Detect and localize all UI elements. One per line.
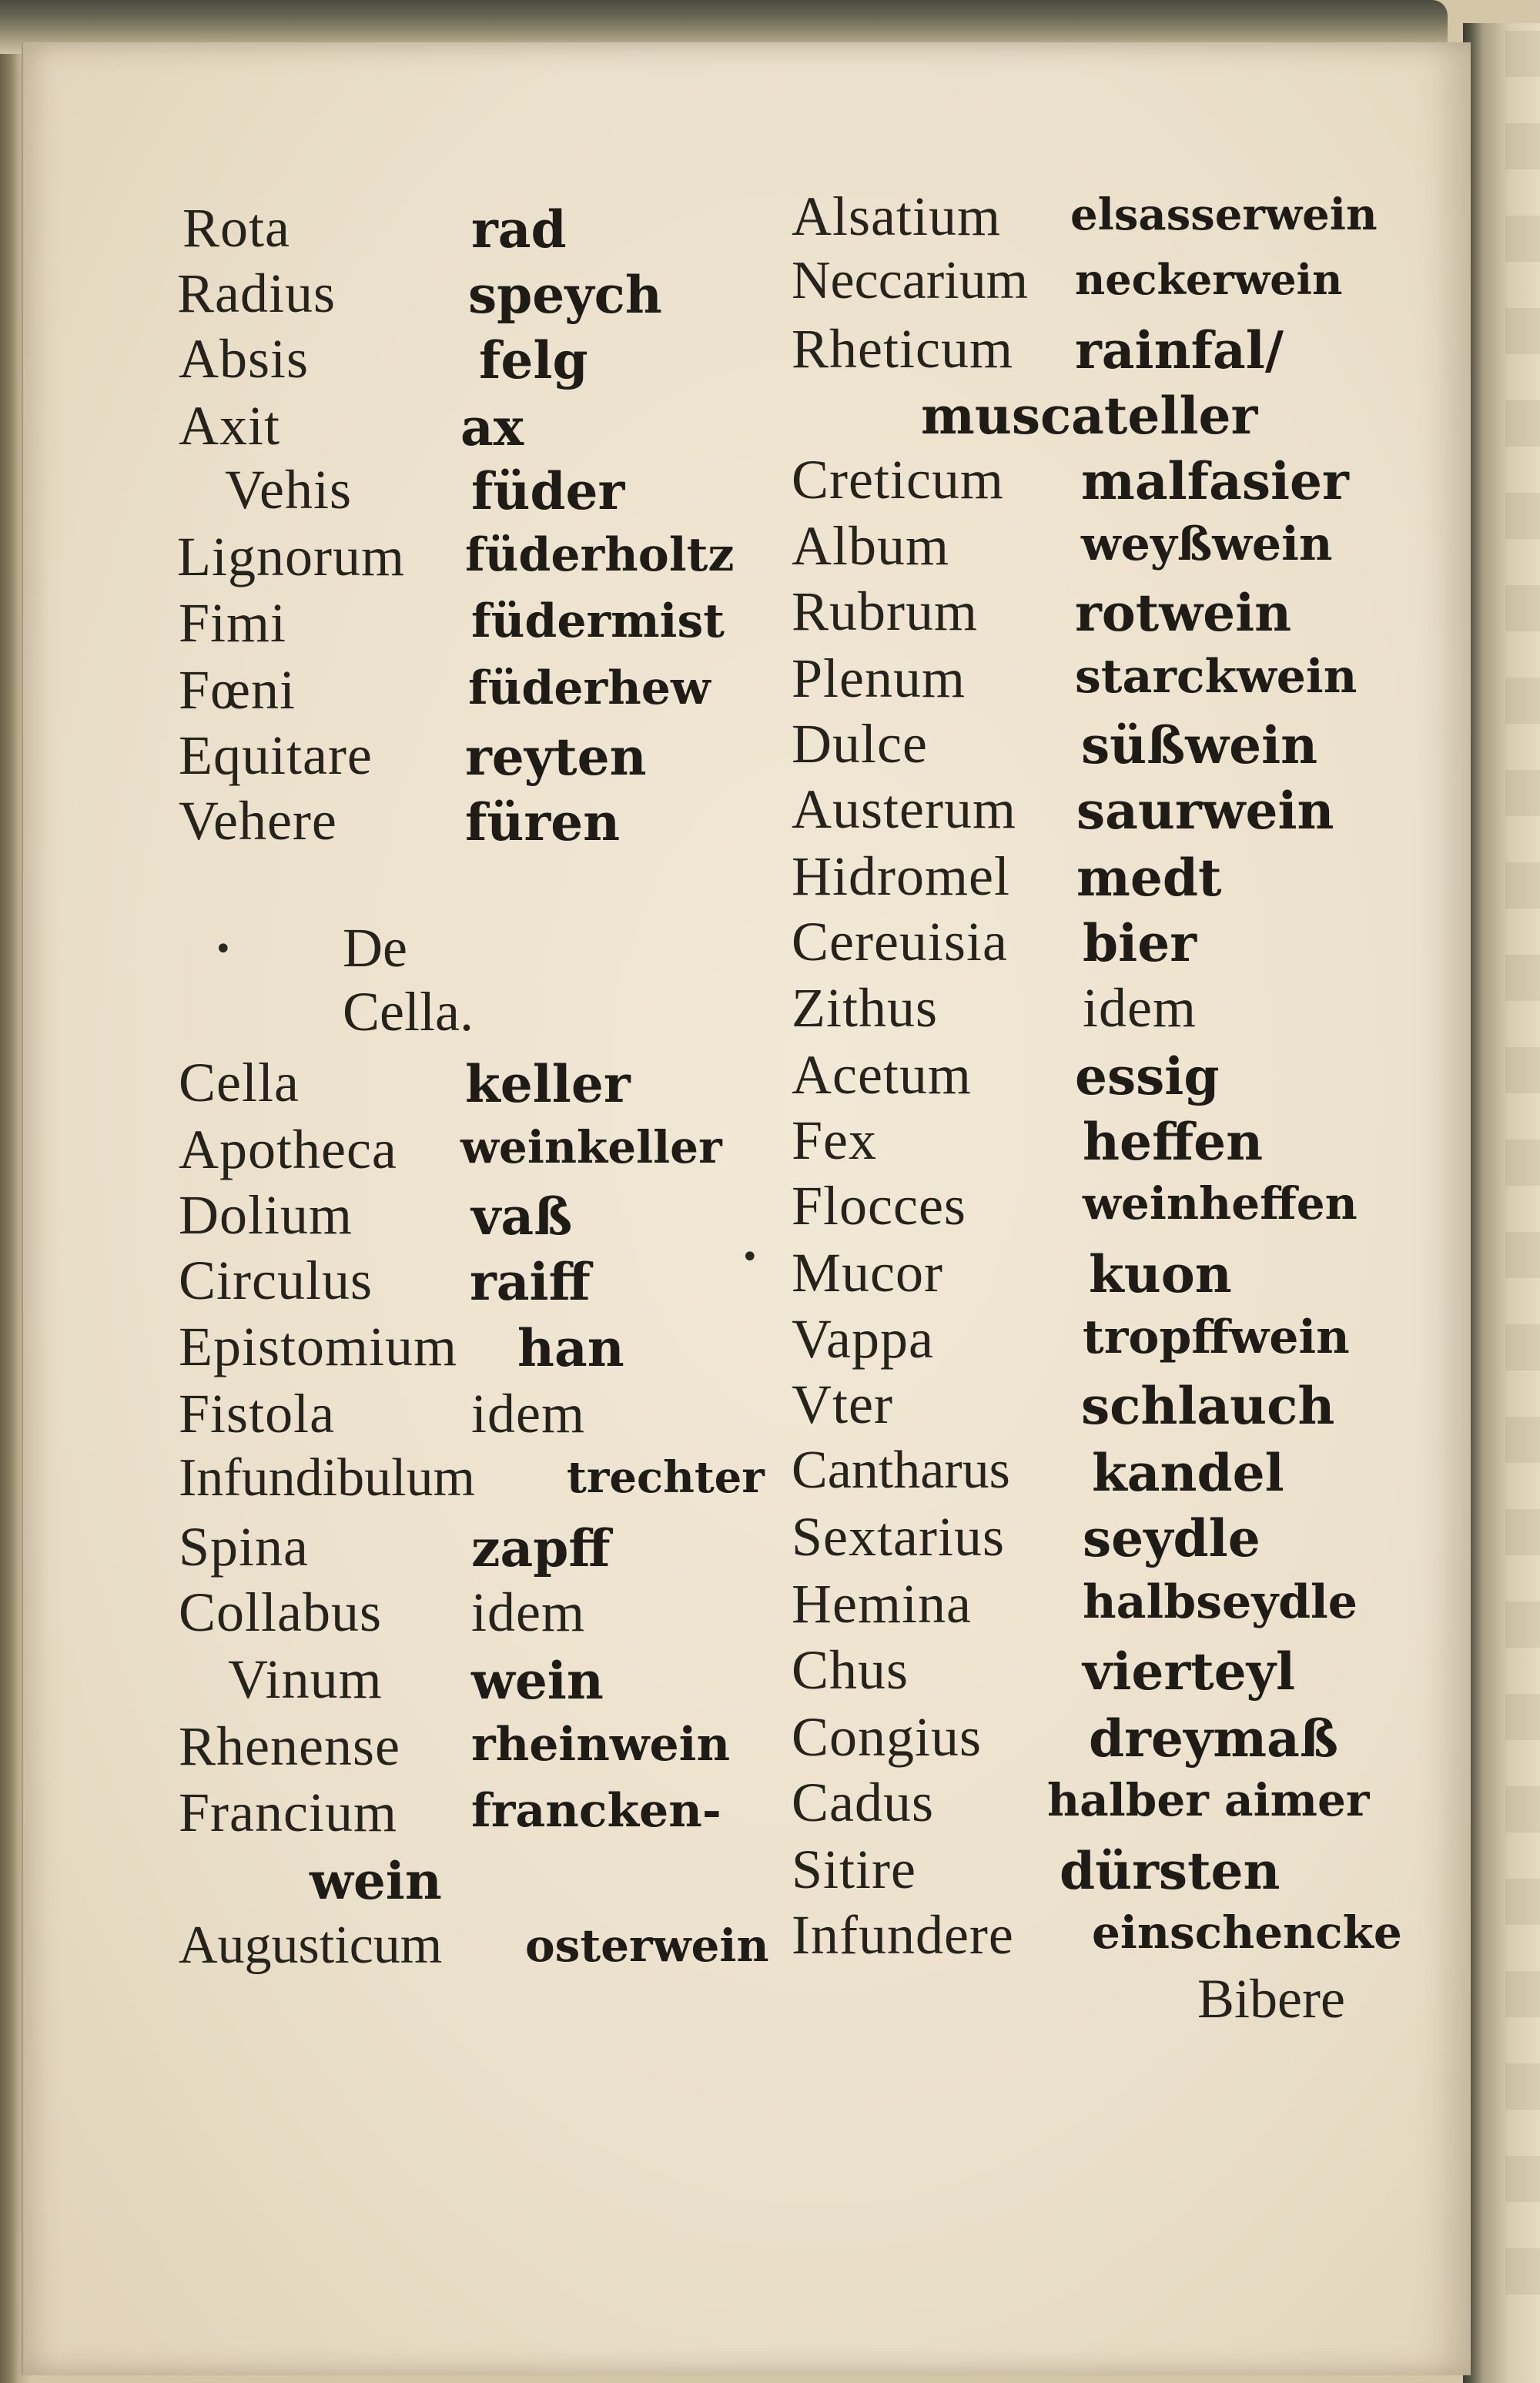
german-term: dürsten: [1060, 1841, 1281, 1901]
latin-term: Dolium: [179, 1184, 353, 1246]
latin-term: Vehis: [225, 459, 352, 520]
german-term: füdermist: [471, 594, 725, 648]
latin-term: Rota: [182, 197, 290, 259]
german-term: füder: [471, 461, 625, 521]
latin-term: Mucor: [792, 1242, 943, 1304]
latin-term: Vappa: [792, 1308, 934, 1370]
latin-term: Neccarium: [792, 251, 1029, 310]
printer-mark: •: [741, 1240, 759, 1275]
section-heading: De Cella.: [343, 917, 474, 1043]
german-term: dreymaß: [1089, 1709, 1339, 1769]
german-term: neckerwein: [1075, 255, 1343, 304]
german-term: kandel: [1092, 1443, 1284, 1503]
german-term: idem: [1083, 977, 1197, 1039]
german-term: rainfal/: [1075, 320, 1284, 380]
german-term: rotwein: [1075, 583, 1292, 643]
german-term: reyten: [465, 727, 647, 787]
latin-term: Hidromel: [792, 845, 1010, 907]
latin-term: Fœni: [179, 659, 296, 721]
german-term: elsasserwein: [1070, 189, 1378, 240]
latin-term: Dulce: [792, 713, 928, 775]
german-term: füderholtz: [465, 528, 735, 582]
latin-term: Epistomium: [179, 1316, 458, 1377]
latin-term: Fistola: [179, 1383, 336, 1444]
latin-term: Spina: [179, 1516, 310, 1578]
german-term: süßwein: [1081, 715, 1318, 775]
latin-term: Radius: [177, 263, 336, 324]
german-term: heffen: [1083, 1112, 1264, 1172]
german-term: speych: [468, 265, 662, 325]
latin-term: Cereuisia: [792, 911, 1008, 972]
german-term: halber aimer: [1047, 1774, 1370, 1826]
latin-term: Hemina: [792, 1573, 972, 1635]
german-term: medt: [1076, 848, 1222, 908]
printer-mark: •: [214, 932, 233, 967]
german-term: malfasier: [1081, 451, 1349, 511]
latin-term: Infundibulum: [179, 1448, 475, 1508]
latin-term: Cantharus: [792, 1441, 1010, 1500]
catchword: Bibere: [1197, 1968, 1345, 2030]
german-term: essig: [1075, 1046, 1220, 1106]
german-term: wein: [310, 1851, 442, 1911]
german-term: rheinwein: [471, 1718, 731, 1772]
german-term: zapff: [471, 1518, 611, 1578]
latin-term: Rubrum: [792, 581, 979, 642]
german-term: füderhew: [468, 661, 711, 715]
latin-term: Circulus: [179, 1250, 373, 1311]
latin-term: Cadus: [792, 1772, 934, 1833]
latin-term: Album: [792, 515, 950, 577]
latin-term: Chus: [792, 1639, 909, 1701]
latin-term: Augusticum: [179, 1916, 443, 1975]
german-term: idem: [471, 1581, 585, 1643]
german-term: felg: [479, 330, 588, 390]
german-term: schlauch: [1081, 1376, 1335, 1436]
german-term: seydle: [1083, 1508, 1260, 1568]
german-term: keller: [465, 1054, 631, 1114]
german-term: kuon: [1089, 1244, 1232, 1304]
latin-term: Creticum: [792, 449, 1004, 510]
german-term: wein: [471, 1651, 604, 1711]
german-term: vaß: [471, 1186, 573, 1247]
german-term: han: [517, 1318, 624, 1378]
latin-term: Cella: [179, 1052, 300, 1113]
latin-term: Acetum: [792, 1044, 972, 1106]
latin-term: Congius: [792, 1706, 983, 1768]
german-term: trechter: [567, 1452, 765, 1503]
latin-term: Plenum: [792, 648, 966, 709]
latin-term: Axit: [179, 395, 281, 457]
german-term: idem: [471, 1383, 585, 1444]
latin-term: Francium: [179, 1782, 397, 1843]
german-term: saurwein: [1076, 781, 1334, 841]
latin-term: Vinum: [228, 1648, 383, 1710]
latin-term: Infundere: [792, 1904, 1014, 1966]
latin-term: Collabus: [179, 1581, 383, 1643]
latin-term: Alsatium: [792, 186, 1001, 247]
latin-term: Fimi: [179, 592, 287, 654]
latin-term: Flocces: [792, 1175, 966, 1237]
latin-term: Vter: [792, 1374, 893, 1435]
german-term: ax: [460, 397, 524, 457]
german-term: osterwein: [525, 1919, 769, 1972]
latin-term: Rhenense: [179, 1715, 400, 1777]
latin-term: Absis: [179, 328, 310, 390]
latin-term: Sextarius: [792, 1506, 1005, 1568]
german-term: weinheffen: [1083, 1177, 1358, 1230]
german-term: einschencke: [1092, 1906, 1402, 1959]
latin-term: Rheticum: [792, 318, 1013, 380]
german-term: weyßwein: [1081, 517, 1333, 571]
german-term: muscateller: [921, 386, 1258, 446]
latin-term: Sitire: [792, 1839, 916, 1900]
german-term: vierteyl: [1083, 1642, 1296, 1702]
latin-term: Lignorum: [177, 526, 405, 587]
latin-term: Equitare: [179, 725, 373, 786]
latin-term: Austerum: [792, 778, 1016, 840]
german-term: rad: [471, 199, 567, 259]
german-term: francken-: [471, 1784, 721, 1838]
latin-term: Fex: [792, 1110, 877, 1171]
german-term: raiff: [470, 1252, 591, 1312]
latin-term: Apotheca: [179, 1119, 397, 1180]
latin-term: Vehere: [179, 790, 337, 852]
german-term: halbseydle: [1083, 1575, 1358, 1629]
latin-term: Zithus: [792, 977, 939, 1039]
facing-page-edge: [1505, 31, 1540, 2341]
german-term: füren: [465, 792, 621, 852]
german-term: starckwein: [1075, 650, 1358, 704]
german-term: tropffwein: [1083, 1310, 1350, 1364]
german-term: weinkeller: [460, 1121, 722, 1173]
german-term: bier: [1083, 913, 1197, 973]
